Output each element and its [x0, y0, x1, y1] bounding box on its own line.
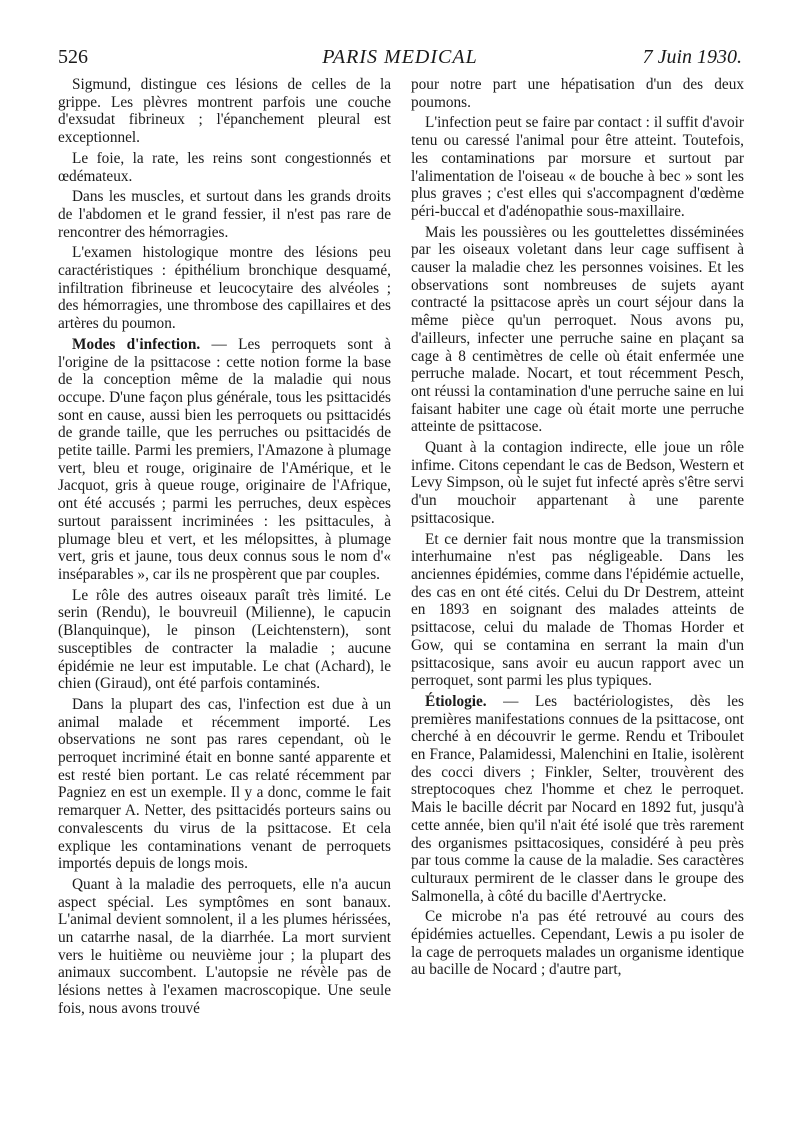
paragraph: [411, 439, 744, 528]
paragraph-text: L'infection peut se faire par contact : il suffit d'avoir tenu ou caressé l'animal pour être atteint. Toutefois, les contaminations par morsure et surtout par l'alimentation de l'oiseau « de bouche à bec » sont les plus graves ; c'est elles qui s'accompagnent d'œdème péri-buccal et d'adénopathie sous-maxillaire.: [411, 114, 744, 220]
paragraph-text: Quant à la contagion indirecte, elle joue un rôle infime. Citons cependant le cas de Bedson, Western et Levy Simpson, où le sujet fut infecté après s'être servi d'un mouchoir appartenant à une parente psittacosique.: [411, 439, 744, 527]
journal-title: PARIS MEDICAL: [322, 46, 478, 68]
paragraph: [58, 150, 391, 185]
paragraph: [411, 76, 744, 111]
right-column: [411, 76, 744, 982]
paragraph: [411, 693, 744, 905]
paragraph-text: Quant à la maladie des perroquets, elle n'a aucun aspect spécial. Les symptômes en sont banaux. L'animal devient somnolent, il a les plumes hérissées, un catarrhe nasal, de la diarrhée. La mort survient vers le huitième ou neuvième jour ; la plupart des animaux succombent. L'autopsie ne révèle pas de lésions nettes à l'examen macroscopique. Une seule fois, nous avons trouvé: [58, 875, 391, 1017]
paragraph: [411, 224, 744, 436]
paragraph: [58, 876, 391, 1018]
paragraph-text: L'examen histologique montre des lésions peu caractéristiques : épithélium bronchique desquamé, infiltration fibrineuse et leucocytaire des alvéoles ; des hémorragies, une thrombose des capillaires et des artères du poumon.: [58, 244, 391, 333]
paragraph-text: Dans les muscles, et surtout dans les grands droits de l'abdomen et le grand fessier, il n'est pas rare de rencontrer des hémorragies.: [58, 188, 391, 241]
page-number: 526: [58, 46, 88, 68]
paragraph: [58, 76, 391, 147]
issue-date: 7 Juin 1930.: [642, 46, 742, 68]
paragraph-text: Ce microbe n'a pas été retrouvé au cours des épidémies actuelles. Cependant, Lewis a pu isoler de la cage de perroquets malades un organisme identique au bacille de Nocard ; d'autre part,: [411, 908, 744, 979]
paragraph-text: Le foie, la rate, les reins sont congestionnés et œdémateux.: [58, 149, 391, 185]
left-column: [58, 76, 391, 1021]
paragraph: [411, 908, 744, 979]
paragraph-text: Sigmund, distingue ces lésions de celles de la grippe. Les plèvres montrent parfois une couche d'exsudat fibrineux ; l'épanchement pleural est exceptionnel.: [58, 76, 391, 147]
section-heading: Étiologie.: [425, 692, 487, 710]
paragraph: [411, 531, 744, 690]
page-header: [58, 38, 742, 72]
paragraph-text: — Les perroquets sont à l'origine de la psittacose : cette notion forme la base de la conception même de la maladie qui nous occupe. D'une façon plus générale, tous les psittacidés sont en cause, aussi bien les perroquets ou psittacidés de grande taille, que les perruches ou psittacidés de petite taille. Parmi les premiers, l'Amazone à plumage vert, bleu et rouge, originaire de l'Amérique, et le Jacquot, gris à queue rouge, originaire de l'Afrique, ont été accusés ; parmi les perruches, deux espèces surtout paraissent incriminées : les psittacules, à plumage bleu et vert, et les mélopsittes, à plumage vert, gris et jaune, tous deux connus sous le nom d'« inséparables », car ils ne prospèrent que par couples.: [58, 335, 391, 583]
paragraph: [58, 188, 391, 241]
paragraph: [58, 336, 391, 584]
section-heading: Modes d'infection.: [72, 335, 201, 353]
paragraph-text: pour notre part une hépatisation d'un des deux poumons.: [411, 76, 744, 111]
paragraph-text: Et ce dernier fait nous montre que la transmission interhumaine n'est pas négligeable. Dans les anciennes épidémies, comme dans l'épidémie actuelle, des cas en ont été cités. Celui du Dr Destrem, atteint en 1893 en soignant des malades atteints de psittacose, celui du malade de Thomas Horder et Gow, qui se contamina en serrant la main d'un psittacosique, sans avoir eu aucun rapport avec un perroquet, sont parmi les plus typiques.: [411, 530, 744, 690]
paragraph-text: Mais les poussières ou les gouttelettes disséminées par les oiseaux voletant dans leur cage suffisent à causer la maladie chez les personnes voisines. Et les observations sont nombreuses de sujets ayant contracté la psittacose après un court séjour dans la même pièce qu'un perroquet. Nous avons pu, d'ailleurs, infecter une perruche saine en plaçant sa cage à 8 centimètres de celle où était enfermée une perruche malade. Nocart, et tout récemment Pesch, ont réussi la contamination d'une perruche saine en lui faisant habiter une cage où était morte une perruche atteinte de psittacose.: [411, 223, 744, 436]
paragraph: [58, 587, 391, 693]
paragraph: [58, 244, 391, 333]
paragraph-text: Dans la plupart des cas, l'infection est due à un animal malade et récemment importé. Les observations ne sont pas rares cependant, où le perroquet incriminé était en bonne santé apparente et est resté bien portant. Le cas relaté récemment par Pagniez en est un exemple. Il y a donc, comme le fait remarquer A. Netter, des psittacidés porteurs sains ou convalescents du virus de la psittacose. Et cela explique les contaminations venant de perroquets importés depuis de longs mois.: [58, 695, 391, 873]
paragraph-text: Le rôle des autres oiseaux paraît très limité. Le serin (Rendu), le bouvreuil (Milienne), le capucin (Blanquinque), le pinson (Leichtenstern), sont susceptibles de contracter la maladie ; aucune épidémie ne leur est imputable. Le chat (Achard), le chien (Giraud), ont été parfois contaminés.: [58, 586, 391, 693]
paragraph: [411, 114, 744, 220]
paragraph-text: — Les bactériologistes, dès les premières manifestations connues de la psittacose, ont cherché à en découvrir le germe. Rendu et Triboulet en France, Palamidessi, Malenchini en Italie, isolèrent des cocci divers ; Finkler, Selter, trouvèrent des streptocoques chez l'homme et chez le perroquet. Mais le bacille décrit par Nocard en 1892 fut, jusqu'à cette année, bien qu'il n'ait été isolé que très rarement des organismes psittacosiques, considéré à peu près par tous comme la cause de la maladie. Ses caractères culturaux permirent de le classer dans le groupe des Salmonella, à côté du bacille d'Aertrycke.: [411, 692, 744, 905]
paragraph: [58, 696, 391, 873]
